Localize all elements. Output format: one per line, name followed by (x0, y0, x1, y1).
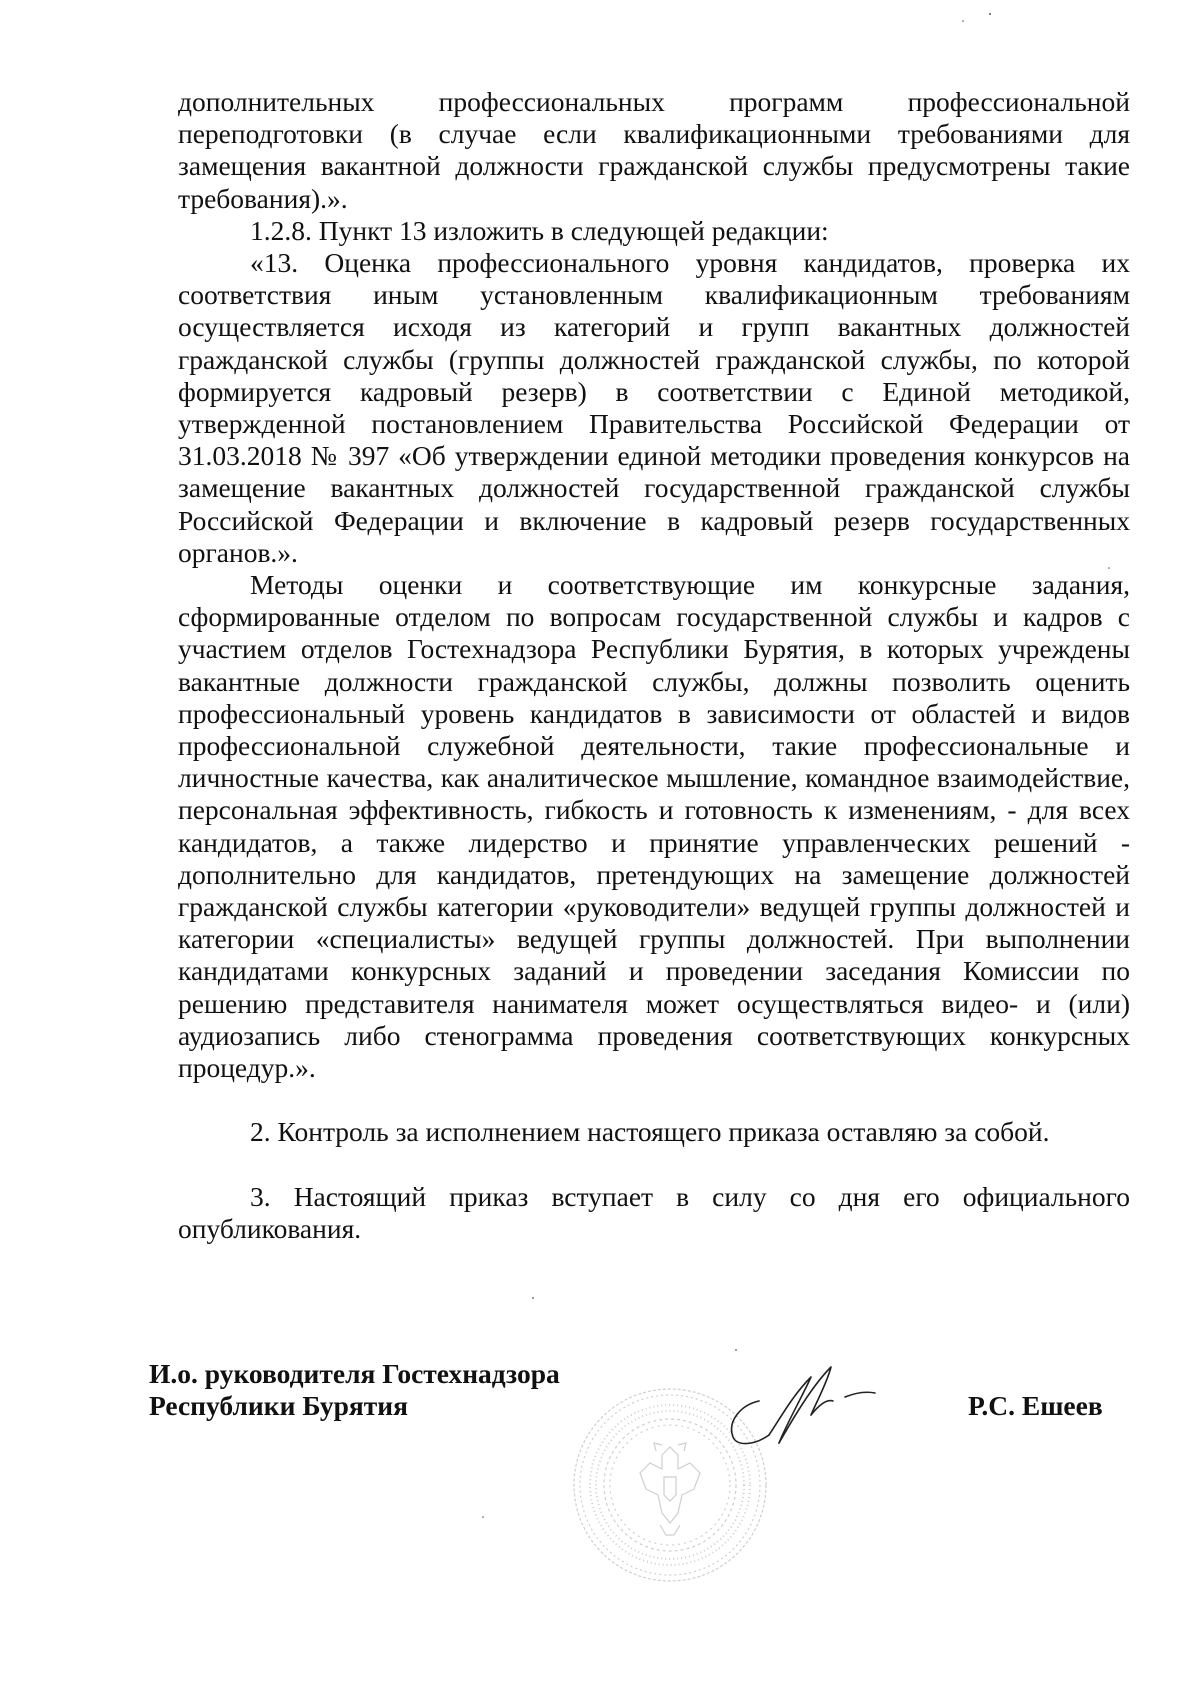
signatory-position-line-1: И.о. руководителя Гостехнадзора (149, 1358, 560, 1389)
paragraph-point-13: «13. Оценка профессионального уровня кандидатов, проверка их соответствия иным установленным квалификационным требованиям осуществляется исходя из категорий и групп вакантных должностей гражданской службы (группы должностей гражданской службы, по которой формируется кадровый резерв) в соответствии с Единой методикой, утвержденной постановлением Правительства Российской Федерации от 31.03.2018 № 397 «Об утверждении единой методики проведения конкурсов на замещение вакантных должностей государственной гражданской службы Российской Федерации и включение в кадровый резерв государственных органов.». (178, 247, 1130, 568)
paragraph-effective-date: 3. Настоящий приказ вступает в силу со дня его официального опубликования. (178, 1180, 1130, 1244)
signatory-position-line-2: Республики Бурятия (149, 1390, 408, 1421)
paragraph-continuation: дополнительных профессиональных программ профессиональной переподготовки (в случае если квалификационными требованиями для замещения вакантной должности гражданской службы предусмотрены такие требования).». (178, 86, 1130, 214)
paragraph-assessment-methods: Методы оценки и соответствующие им конкурсные задания, сформированные отделом по вопросам государственной службы и кадров с участием отделов Гостехнадзора Республики Бурятия, в которых учреждены вакантные должности гражданской службы, должны позволить оценить профессиональный уровень кандидатов в зависимости от областей и видов профессиональной служебной деятельности, такие профессиональные и личностные качества, как аналитическое мышление, командное взаимодействие, персональная эффективность, гибкость и готовность к изменениям, - для всех кандидатов, а также лидерство и принятие управленческих решений - дополнительно для кандидатов, претендующих на замещение должностей гражданской службы категории «руководители» ведущей группы должностей и категории «специалисты» ведущей группы должностей. При выполнении кандидатами конкурсных заданий и проведении заседания Комиссии по решению представителя нанимателя может осуществляться видео- и (или) аудиозапись либо стенограмма проведения соответствующих конкурсных процедур.». (178, 569, 1130, 1084)
signatory-name: Р.С. Ешеев (968, 1390, 1103, 1421)
paragraph-clause-1-2-8: 1.2.8. Пункт 13 изложить в следующей редакции: (250, 214, 829, 246)
paragraph-control: 2. Контроль за исполнением настоящего приказа оставляю за собой. (250, 1116, 1050, 1148)
